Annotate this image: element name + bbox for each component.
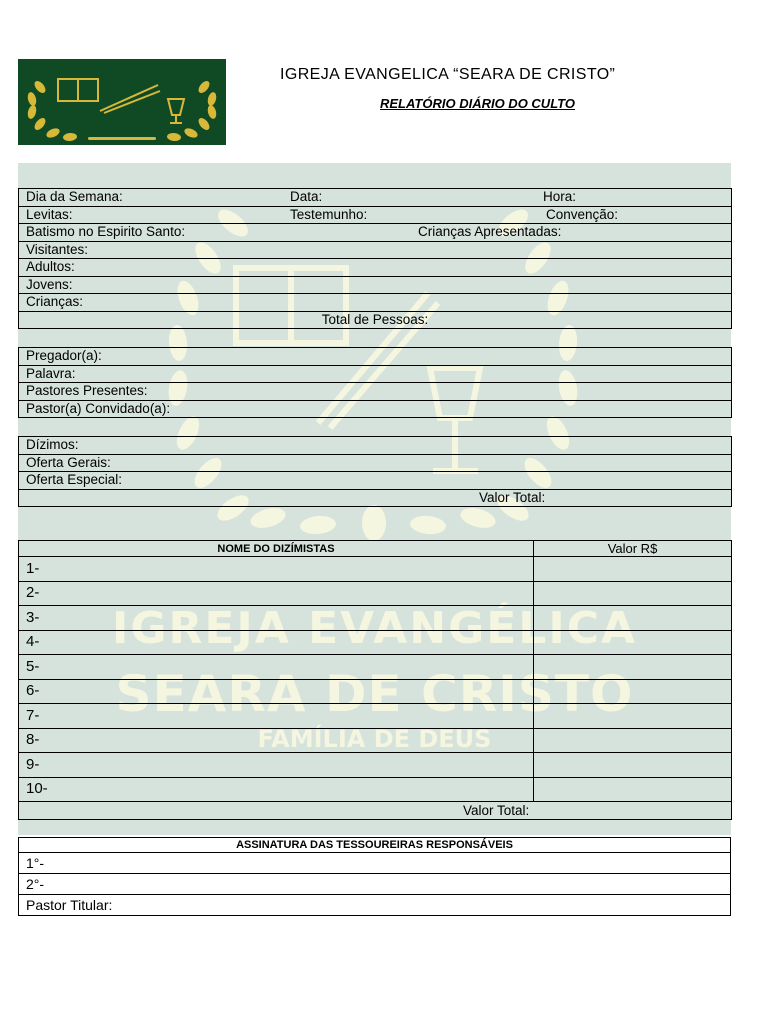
date-label: Data: [290, 189, 323, 204]
tither-amount-cell[interactable] [534, 581, 732, 606]
tither-amount-cell[interactable] [534, 728, 732, 753]
table-row [19, 454, 732, 472]
table-row [19, 655, 732, 680]
table-row [19, 895, 731, 916]
table-row [19, 294, 732, 312]
watermark-line-2: SEARA DE CRISTO [115, 665, 634, 723]
laurel-wreath-icon [18, 59, 226, 145]
table-row [19, 606, 732, 631]
testimony-label: Testemunho: [290, 206, 368, 222]
tither-name-cell[interactable]: 6- [19, 679, 534, 704]
children-field[interactable]: Crianças: [19, 294, 732, 312]
offerings-table [18, 436, 732, 507]
tither-name-cell[interactable]: 8- [19, 728, 534, 753]
table-row [19, 472, 732, 490]
time-label: Hora: [543, 189, 577, 204]
visitors-field[interactable]: Visitantes: [19, 241, 732, 259]
church-logo [18, 59, 226, 145]
table-row [19, 189, 732, 207]
tither-name-cell[interactable]: 4- [19, 630, 534, 655]
signatures-header: ASSINATURA DAS TESSOUREIRAS RESPONSÁVEIS [19, 838, 731, 853]
tither-name-cell[interactable]: 3- [19, 606, 534, 631]
table-row [19, 853, 731, 874]
tither-name-cell[interactable]: 7- [19, 704, 534, 729]
table-row [19, 777, 732, 802]
table-row [19, 728, 732, 753]
children-presented-label: Crianças Apresentadas: [418, 224, 562, 239]
table-row [19, 259, 732, 277]
tither-amount-cell[interactable] [534, 606, 732, 631]
amount-header: Valor R$ [534, 541, 732, 557]
table-row [19, 630, 732, 655]
table-row [19, 365, 732, 383]
senior-pastor-field[interactable]: Pastor Titular: [19, 895, 731, 916]
day-of-week-label: Dia da Semana: [26, 189, 123, 205]
tither-name-header: NOME DO DIZÍMISTAS [19, 541, 534, 557]
youth-field[interactable]: Jovens: [19, 276, 732, 294]
total-people-field[interactable]: Total de Pessoas: [19, 311, 732, 329]
present-pastors-field[interactable]: Pastores Presentes: [19, 383, 732, 401]
first-signature-field[interactable]: 1°- [19, 853, 731, 874]
tither-amount-cell[interactable] [534, 655, 732, 680]
table-row [19, 874, 731, 895]
general-offering-field[interactable]: Oferta Gerais: [19, 454, 732, 472]
report-subtitle: RELATÓRIO DIÁRIO DO CULTO [380, 96, 575, 111]
table-row [19, 276, 732, 294]
table-header-row [19, 838, 731, 853]
levitas-label: Levitas: [26, 206, 73, 222]
table-row [19, 437, 732, 455]
attendance-table [18, 188, 732, 329]
tither-amount-cell[interactable] [534, 753, 732, 778]
table-row [19, 704, 732, 729]
baptism-label: Batismo no Espirito Santo: [26, 224, 186, 240]
table-row [19, 383, 732, 401]
adults-field[interactable]: Adultos: [19, 259, 732, 277]
preacher-table [18, 347, 732, 418]
tither-amount-cell[interactable] [534, 630, 732, 655]
tithes-field[interactable]: Dízimos: [19, 437, 732, 455]
offerings-total-field[interactable]: Valor Total: [19, 489, 732, 507]
watermark-line-3: FAMÍLIA DE DEUS [257, 725, 492, 753]
church-title: IGREJA EVANGELICA “SEARA DE CRISTO” [280, 66, 616, 83]
tithers-table [18, 540, 732, 820]
watermark-line-1: IGREJA EVANGÉLICA [111, 603, 638, 654]
signatures-table [18, 837, 731, 916]
second-signature-field[interactable]: 2°- [19, 874, 731, 895]
tither-amount-cell[interactable] [534, 704, 732, 729]
table-row [19, 679, 732, 704]
special-offering-field[interactable]: Oferta Especial: [19, 472, 732, 490]
convention-label: Convenção: [546, 206, 619, 222]
table-row [19, 206, 732, 224]
tithers-total-field[interactable]: Valor Total: [19, 802, 732, 820]
table-header-row [19, 541, 732, 557]
table-row [19, 224, 732, 242]
table-row [19, 400, 732, 418]
tither-name-cell[interactable]: 10- [19, 777, 534, 802]
tither-amount-cell[interactable] [534, 777, 732, 802]
table-row [19, 581, 732, 606]
table-row [19, 802, 732, 820]
guest-pastor-field[interactable]: Pastor(a) Convidado(a): [19, 400, 732, 418]
table-row [19, 489, 732, 507]
table-row [19, 348, 732, 366]
table-row [19, 753, 732, 778]
table-row [19, 241, 732, 259]
word-field[interactable]: Palavra: [19, 365, 732, 383]
tither-name-cell[interactable]: 1- [19, 557, 534, 582]
tither-name-cell[interactable]: 9- [19, 753, 534, 778]
tither-amount-cell[interactable] [534, 679, 732, 704]
preacher-field[interactable]: Pregador(a): [19, 348, 732, 366]
table-row [19, 311, 732, 329]
table-row [19, 557, 732, 582]
tither-name-cell[interactable]: 5- [19, 655, 534, 680]
tither-amount-cell[interactable] [534, 557, 732, 582]
tither-name-cell[interactable]: 2- [19, 581, 534, 606]
